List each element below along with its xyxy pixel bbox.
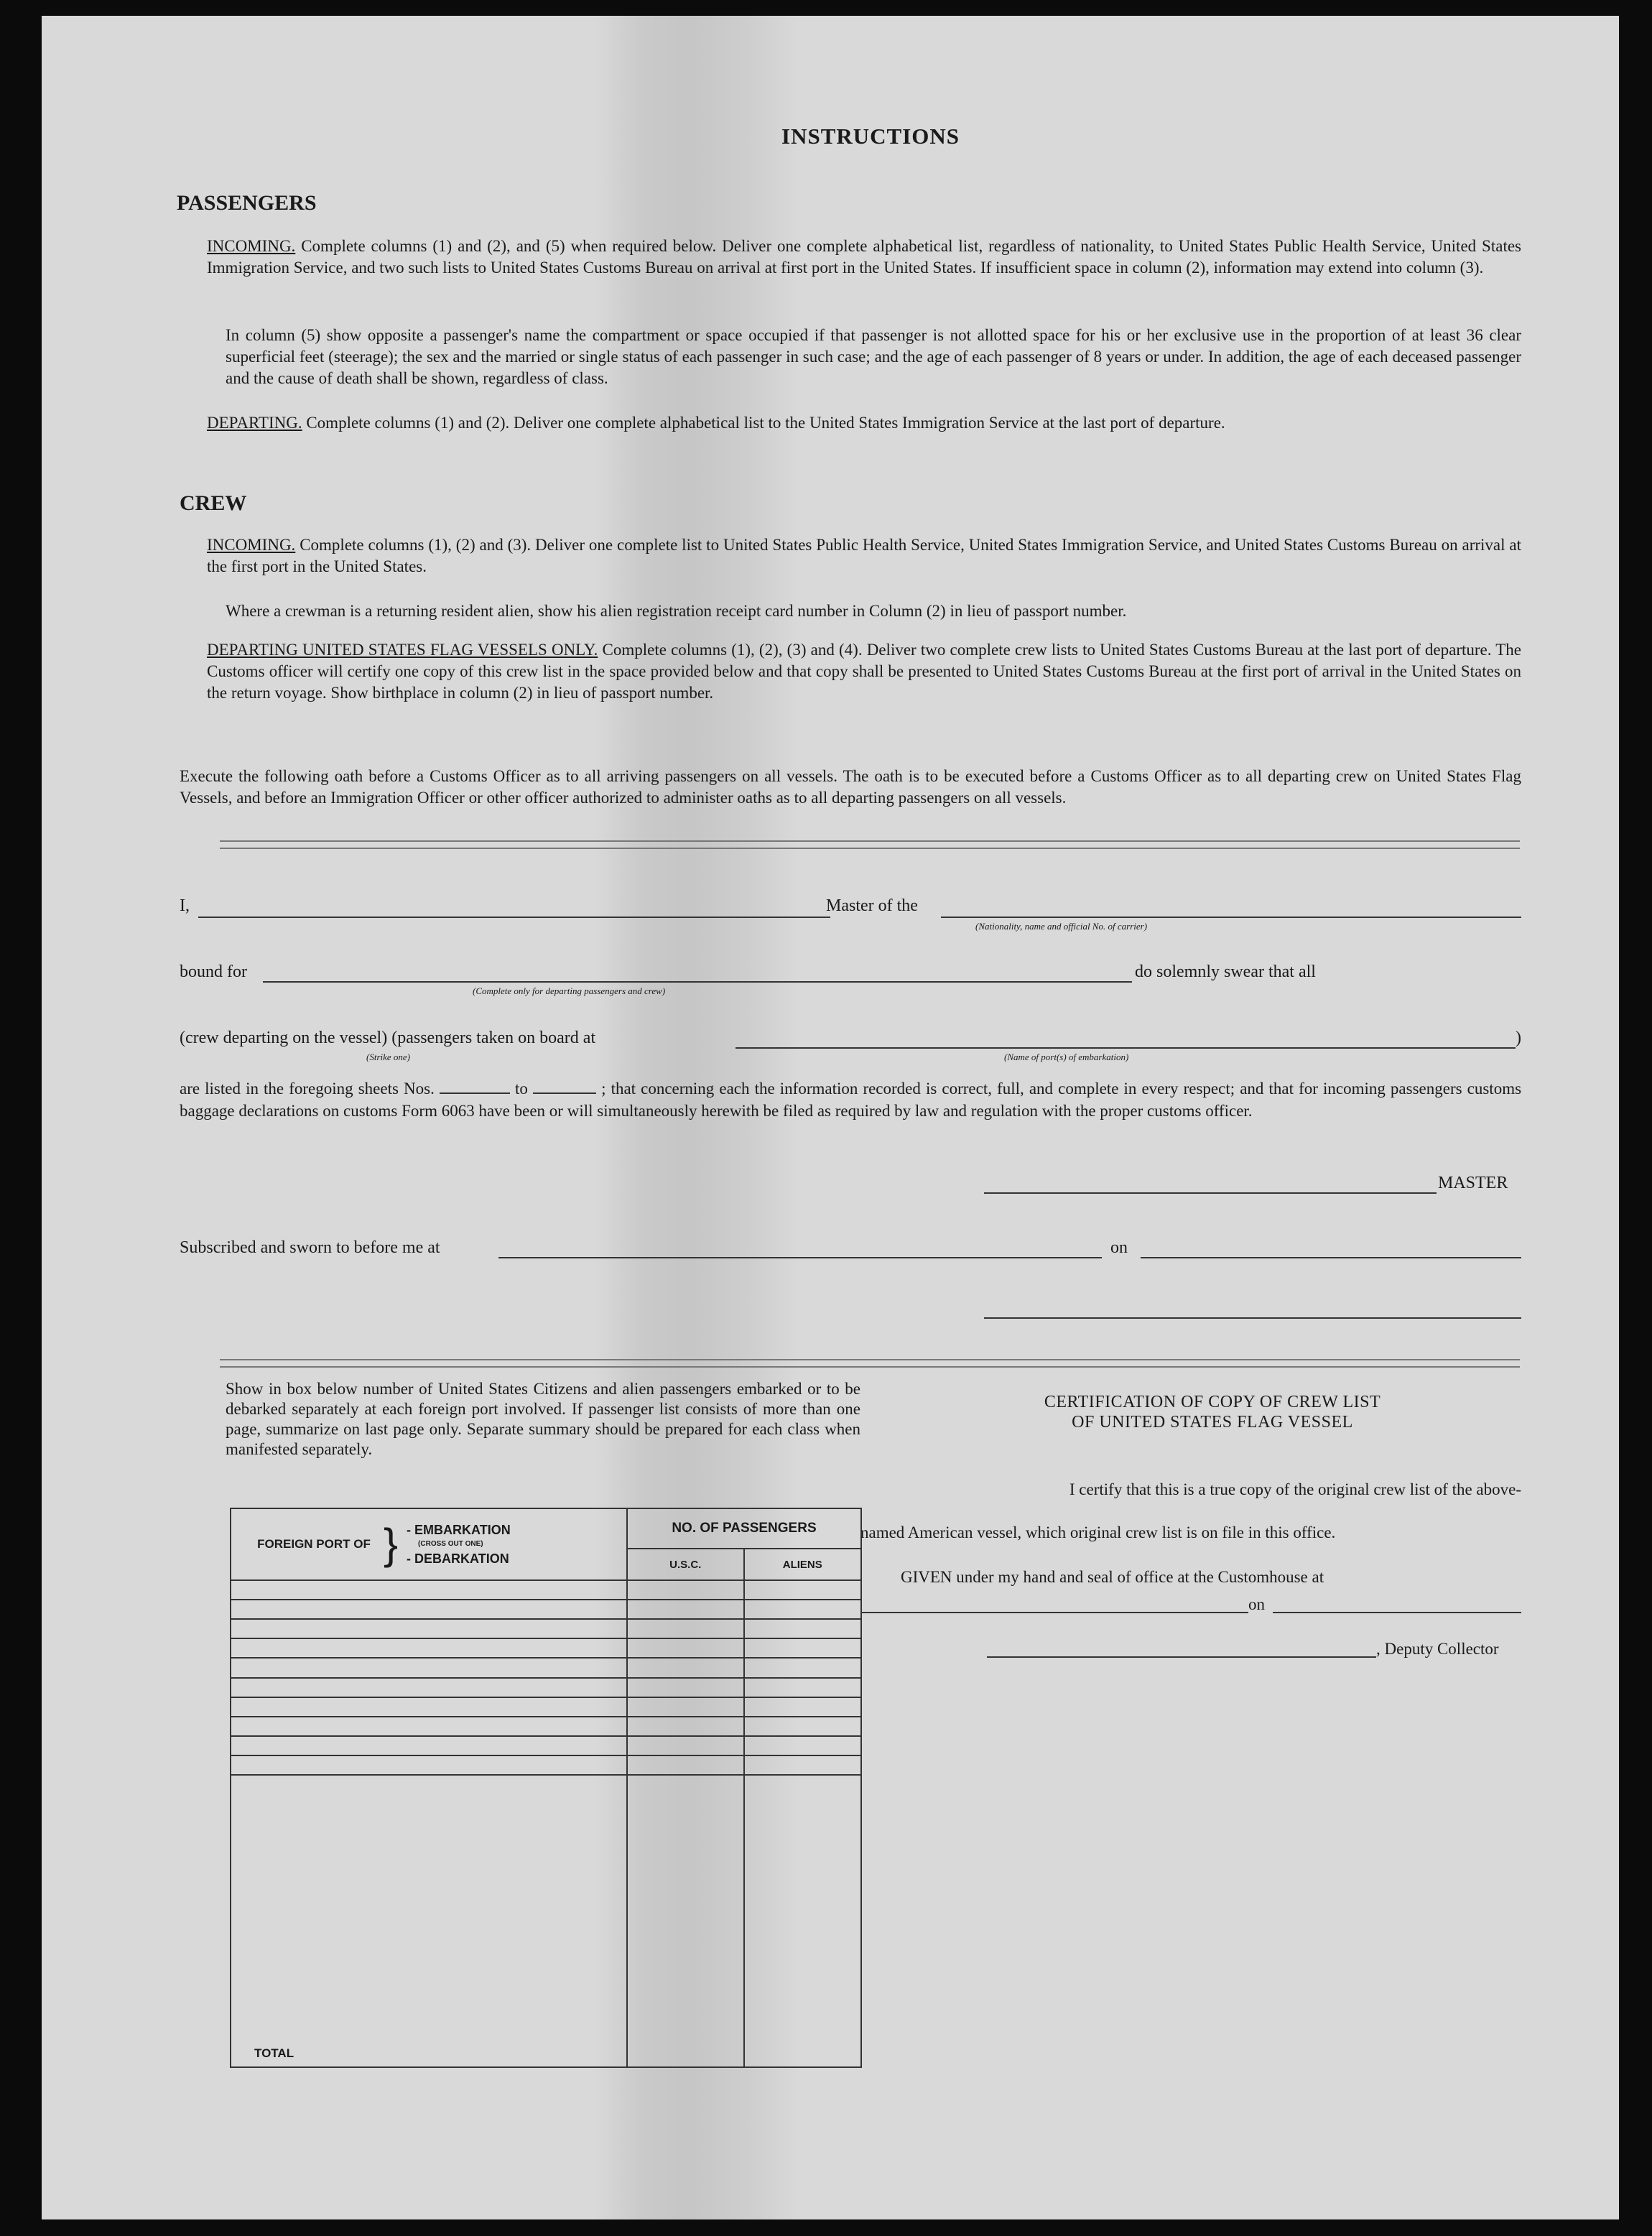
passengers-departing-text: Complete columns (1) and (2). Deliver one complete alphabetical list to the United States Immigration Service at the last port of departure. bbox=[306, 414, 1225, 432]
crew-departing-label: (crew departing on the vessel) (passengers taken on board at bbox=[180, 1029, 596, 1047]
bound-for-field[interactable] bbox=[263, 981, 1132, 983]
usc-cell[interactable] bbox=[627, 1717, 744, 1736]
table-row bbox=[231, 1600, 861, 1619]
divider-top-1 bbox=[220, 840, 1520, 842]
crew-heading: CREW bbox=[180, 491, 247, 515]
port-cell[interactable] bbox=[231, 1755, 627, 1775]
usc-cell[interactable] bbox=[627, 1619, 744, 1638]
listed-to: to bbox=[515, 1080, 528, 1098]
total-row bbox=[231, 1775, 861, 2067]
table-row bbox=[231, 1658, 861, 1677]
foreign-port-label: FOREIGN PORT OF bbox=[257, 1537, 371, 1551]
passengers-departing-label: DEPARTING. bbox=[207, 414, 302, 432]
crew-incoming-label: INCOMING. bbox=[207, 536, 296, 554]
carrier-field[interactable] bbox=[941, 917, 1521, 918]
usc-cell[interactable] bbox=[627, 1638, 744, 1658]
port-cell[interactable] bbox=[231, 1619, 627, 1638]
certification-given: GIVEN under my hand and seal of office at the Customhouse at bbox=[901, 1568, 1324, 1586]
close-paren: ) bbox=[1516, 1029, 1521, 1047]
master-name-field[interactable] bbox=[198, 917, 830, 918]
total-label: TOTAL bbox=[231, 1775, 627, 2067]
foreign-port-header bbox=[231, 1508, 627, 1580]
aliens-cell[interactable] bbox=[744, 1678, 861, 1697]
crew-incoming-text: Complete columns (1), (2) and (3). Deliver one complete list to United States Public Health Service, United States Immigration Service, and United States Customs Bureau on arrival at the first port in the United States. bbox=[207, 536, 1522, 575]
officer-signature-field[interactable] bbox=[984, 1317, 1521, 1319]
passengers-departing bbox=[207, 412, 1521, 434]
summary-instructions: Show in box below number of United States Citizens and alien passengers embarked or to be debarked separately at each foreign port involved. If passenger list consists of more than one page, summarize on last page only. Separate summary should be prepared for each class when manifested separately. bbox=[226, 1380, 860, 1458]
port-cell[interactable] bbox=[231, 1717, 627, 1736]
nationality-caption: (Nationality, name and official No. of carrier) bbox=[975, 921, 1148, 932]
master-label: MASTER bbox=[1438, 1174, 1508, 1192]
certification-text-1: I certify that this is a true copy of the original crew list of the above- bbox=[1069, 1480, 1521, 1498]
crew-departing-label: DEPARTING UNITED STATES FLAG VESSELS ONLY. bbox=[207, 641, 598, 659]
crew-departing bbox=[207, 639, 1521, 704]
port-cell[interactable] bbox=[231, 1658, 627, 1677]
certification-heading-line2: OF UNITED STATES FLAG VESSEL bbox=[1072, 1413, 1353, 1432]
table-row bbox=[231, 1619, 861, 1638]
oath-listed bbox=[180, 1077, 1521, 1122]
passenger-summary-table bbox=[230, 1508, 862, 2068]
passengers-incoming-text: Complete columns (1) and (2), and (5) when required below. Deliver one complete alphabetical list, regardless of nationality, to United States Public Health Service, United States Immigration Service, and two such lists to United States Customs Bureau on arrival at first port in the United States. If insufficient space in column (2), information may extend into column (3). bbox=[207, 237, 1521, 277]
divider-mid-2 bbox=[220, 1366, 1520, 1368]
table-row bbox=[231, 1736, 861, 1755]
subscribed-place-field[interactable] bbox=[498, 1257, 1102, 1258]
aliens-cell[interactable] bbox=[744, 1658, 861, 1677]
passengers-incoming-label: INCOMING. bbox=[207, 237, 296, 255]
certification-on-label: on bbox=[1248, 1595, 1265, 1613]
certification-heading bbox=[954, 1392, 1471, 1432]
aliens-cell[interactable] bbox=[744, 1717, 861, 1736]
subscribed-on-label: on bbox=[1110, 1238, 1128, 1257]
aliens-total-cell[interactable] bbox=[744, 1775, 861, 2067]
listed-pre: are listed in the foregoing sheets Nos. bbox=[180, 1080, 435, 1098]
usc-cell[interactable] bbox=[627, 1678, 744, 1697]
divider-mid-1 bbox=[220, 1359, 1520, 1360]
port-cell[interactable] bbox=[231, 1736, 627, 1755]
aliens-cell[interactable] bbox=[744, 1638, 861, 1658]
embarkation-label: - EMBARKATION bbox=[407, 1523, 511, 1537]
port-cell[interactable] bbox=[231, 1600, 627, 1619]
aliens-cell[interactable] bbox=[744, 1619, 861, 1638]
port-cell[interactable] bbox=[231, 1580, 627, 1600]
table-row bbox=[231, 1717, 861, 1736]
port-cell[interactable] bbox=[231, 1638, 627, 1658]
aliens-cell[interactable] bbox=[744, 1580, 861, 1600]
ports-field[interactable] bbox=[735, 1047, 1516, 1049]
port-cell[interactable] bbox=[231, 1697, 627, 1717]
do-solemnly-label: do solemnly swear that all bbox=[1135, 962, 1316, 981]
bound-for-label: bound for bbox=[180, 962, 247, 981]
aliens-cell[interactable] bbox=[744, 1697, 861, 1717]
subscribed-date-field[interactable] bbox=[1141, 1257, 1521, 1258]
ports-caption: (Name of port(s) of embarkation) bbox=[1004, 1052, 1129, 1062]
table-row bbox=[231, 1638, 861, 1658]
debarkation-label: - DEBARKATION bbox=[407, 1551, 509, 1566]
sheet-from-field[interactable] bbox=[440, 1093, 510, 1094]
listed-post: ; that concerning each the information recorded is correct, full, and complete in every respect; and that for incoming passengers customs baggage declarations on customs Form 6063 have been or will simultaneously herewith be filed as required by law and regulation with the proper customs officer. bbox=[180, 1080, 1522, 1120]
passengers-column5-text: In column (5) show opposite a passenger's name the compartment or space occupied if that passenger is not allotted space for his or her exclusive use in the proportion of at least 36 clear superficial feet (steerage); the sex and the married or single status of each passenger in such case; and the age of each passenger of 8 years or under. In addition, the age of each deceased passenger and the cause of death shall be shown, regardless of class. bbox=[226, 326, 1521, 387]
aliens-cell[interactable] bbox=[744, 1736, 861, 1755]
usc-cell[interactable] bbox=[627, 1600, 744, 1619]
cross-out-label: (CROSS OUT ONE) bbox=[418, 1540, 483, 1548]
passengers-heading: PASSENGERS bbox=[177, 191, 317, 215]
sheet-to-field[interactable] bbox=[533, 1093, 596, 1094]
crew-incoming bbox=[207, 534, 1521, 577]
table-row bbox=[231, 1697, 861, 1717]
brace-icon: } bbox=[384, 1520, 399, 1568]
usc-cell[interactable] bbox=[627, 1736, 744, 1755]
usc-cell[interactable] bbox=[627, 1658, 744, 1677]
aliens-cell[interactable] bbox=[744, 1600, 861, 1619]
customhouse-field[interactable] bbox=[860, 1612, 1248, 1613]
master-signature-field[interactable] bbox=[984, 1192, 1437, 1194]
usc-cell[interactable] bbox=[627, 1580, 744, 1600]
strike-one-caption: (Strike one) bbox=[366, 1052, 411, 1062]
form-sheet bbox=[42, 16, 1619, 2219]
certification-heading-line1: CERTIFICATION OF COPY OF CREW LIST bbox=[1044, 1393, 1381, 1411]
table-row bbox=[231, 1678, 861, 1697]
table-row bbox=[231, 1580, 861, 1600]
port-cell[interactable] bbox=[231, 1678, 627, 1697]
usc-header: U.S.C. bbox=[627, 1549, 744, 1580]
oath-i-label: I, bbox=[180, 896, 190, 915]
usc-cell[interactable] bbox=[627, 1697, 744, 1717]
usc-total-cell[interactable] bbox=[627, 1775, 744, 2067]
deputy-signature-field[interactable] bbox=[987, 1656, 1376, 1658]
divider-top-2 bbox=[220, 848, 1520, 849]
table-row bbox=[231, 1755, 861, 1775]
aliens-header: ALIENS bbox=[744, 1549, 861, 1580]
crew-resident-text: Where a crewman is a returning resident alien, show his alien registration receipt card number in Column (2) in lieu of passport number. bbox=[226, 602, 1127, 620]
passengers-incoming bbox=[207, 236, 1521, 279]
crew-departing-text: Complete columns (1), (2), (3) and (4). Deliver two complete crew lists to United States Customs Bureau at the last port of departure. The Customs officer will certify one copy of this crew list in the space provided below and that copy shall be presented to United States Customs Bureau at the first port of arrival in the United States on the return voyage. Show birthplace in column (2) in lieu of passport number. bbox=[207, 641, 1522, 702]
deputy-collector-label: , Deputy Collector bbox=[1376, 1640, 1499, 1658]
certification-text-2: named American vessel, which original crew list is on file in this office. bbox=[860, 1523, 1336, 1541]
no-of-passengers-header: NO. OF PASSENGERS bbox=[627, 1508, 861, 1549]
oath-intro: Execute the following oath before a Customs Officer as to all arriving passengers on all vessels. The oath is to be executed before a Customs Officer as to all departing crew on United States Flag Vessels, and before an Immigration Officer or other officer authorized to administer oaths as to all departing passengers on all vessels. bbox=[180, 767, 1521, 807]
subscribed-label: Subscribed and sworn to before me at bbox=[180, 1238, 440, 1257]
aliens-cell[interactable] bbox=[744, 1755, 861, 1775]
complete-only-caption: (Complete only for departing passengers and crew) bbox=[473, 985, 666, 996]
master-of-the-label: Master of the bbox=[826, 896, 918, 915]
certification-date-field[interactable] bbox=[1273, 1612, 1521, 1613]
usc-cell[interactable] bbox=[627, 1755, 744, 1775]
page-title: INSTRUCTIONS bbox=[781, 124, 960, 149]
